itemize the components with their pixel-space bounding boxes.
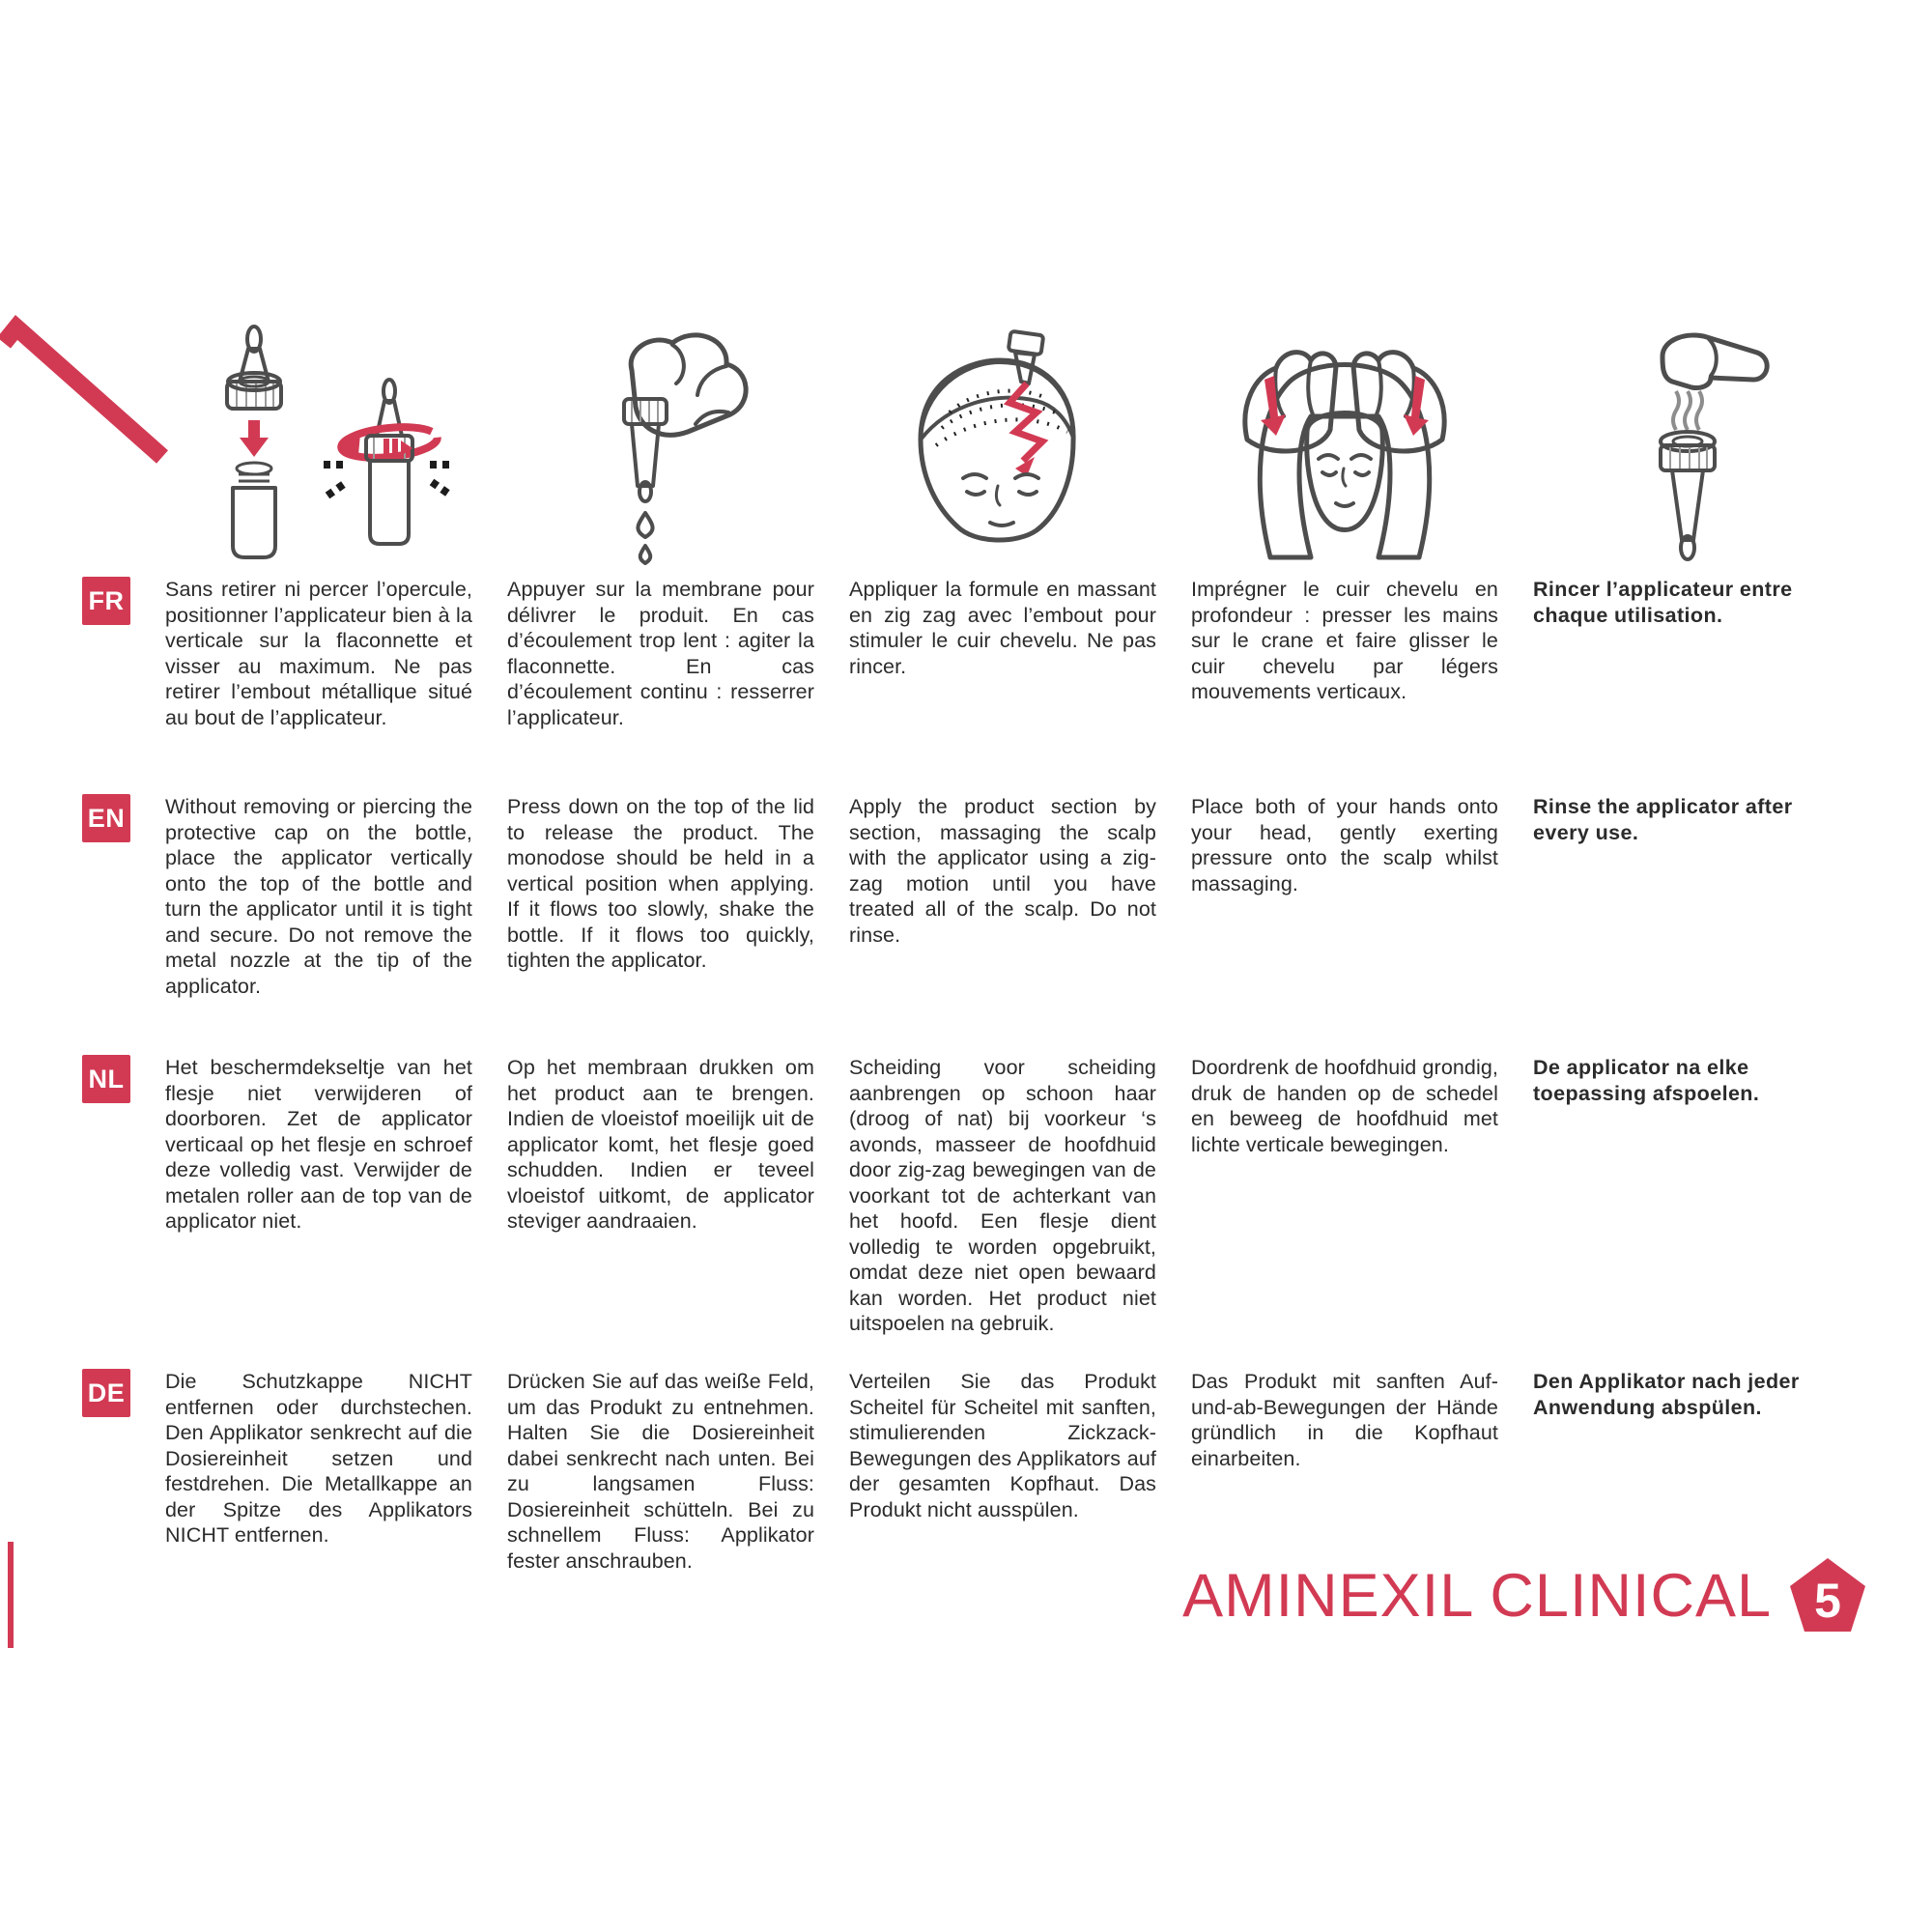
step-text: Appuyer sur la membrane pour délivrer le produit. En cas d’écoulement trop lent : agiter la flaconnette. En cas d’écoulement continu : resserrer l’applicateur. [507, 578, 814, 729]
illustration-step-5 [1533, 324, 1840, 570]
step-text: Drücken Sie auf das weiße Feld, um das Produkt zu entnehmen. Halten Sie die Dosiereinheit dabei senkrecht nach unten. Bei zu langsamen Fluss: Dosiereinheit schütteln. Bei zu schnellem Fluss: Applikator fester anschrauben. [507, 1370, 814, 1573]
language-badge-fr: FR [82, 577, 130, 625]
brand-logo [1182, 1557, 1866, 1634]
press-lid-dispense-drops-illustration [564, 324, 757, 570]
step-text: Sans retirer ni percer l’opercule, positionner l’applicateur bien à la verticale sur la flaconnette et visser au maximum. Ne pas retirer l’embout métallique situé au bout de l’applicateur. [165, 578, 472, 729]
step-text: Press down on the top of the lid to release the product. The monodose should be held in a vertical position when applying. If it flows too slowly, shake the bottle. If it flows too quickly, tighten the applicator. [507, 795, 814, 972]
step-text: Het beschermdekseltje van het flesje niet verwijderen of doorboren. Zet de applicator verticaal op het flesje en schroef deze volledig vast. Verwijder de metalen roller aan de top van de applicator niet. [165, 1056, 472, 1233]
step-text: Verteilen Sie das Produkt Scheitel für Scheitel mit sanften, stimulierenden Zickzack-Bewegungen des Applikators auf der gesamten Kopfhaut. Das Produkt nicht ausspülen. [849, 1370, 1156, 1521]
pentagon-number: 5 [1814, 1574, 1841, 1628]
language-badge-en: EN [82, 794, 130, 842]
language-badge-de: DE [82, 1369, 130, 1417]
step-text: Without removing or piercing the protective cap on the bottle, place the applicator vertically onto the top of the bottle and turn the applicator until it is tight and secure. Do not remove the metal nozzle at the tip of the applicator. [165, 795, 472, 998]
illustration-step-1 [165, 324, 472, 570]
illustration-step-3 [849, 324, 1156, 570]
language-row-en [0, 794, 1932, 999]
step-text: Op het membraan drukken om het product aan te brengen. Indien de vloeistof moeilijk uit de applicator komt, het flesje goed schudden. Indien er teveel vloeistof uitkomt, de applicator steviger aandraaien. [507, 1056, 814, 1233]
step-text: Imprégner le cuir chevelu en profondeur : presser les mains sur le crane et faire glisser le cuir chevelu par légers mouvements verticaux. [1191, 578, 1498, 703]
step-text: Apply the product section by section, massaging the scalp with the applicator using a zig-zag motion until you have treated all of the scalp. Do not rinse. [849, 795, 1156, 947]
illustrations-row [0, 307, 1932, 570]
step-text: Doordrenk de hoofdhuid grondig, druk de handen op de schedel en beweeg de hoofdhuid met lichte verticale bewegingen. [1191, 1056, 1498, 1156]
illustration-step-4 [1191, 324, 1498, 570]
hands-pressing-scalp-illustration [1214, 324, 1475, 570]
language-row-de [0, 1369, 1932, 1574]
rinse-applicator-illustration [1595, 324, 1778, 570]
brand-logo-text: AMINEXIL CLINICAL [1182, 1562, 1772, 1630]
screw-applicator-onto-bottle-illustration [169, 324, 469, 570]
step-text: Place both of your hands onto your head, gently exerting pressure onto the scalp whilst massaging. [1191, 795, 1498, 895]
language-row-nl [0, 1055, 1932, 1337]
language-badge-nl: NL [82, 1055, 130, 1103]
language-row-fr [0, 577, 1932, 730]
zigzag-scalp-application-illustration [882, 324, 1123, 570]
step-text: Den Applikator nach jeder Anwendung abspülen. [1533, 1370, 1800, 1419]
step-text: Die Schutzkappe NICHT entfernen oder durchstechen. Den Applikator senkrecht auf die Dosiereinheit setzen und festdrehen. Die Metallkappe an der Spitze des Applikators NICHT entfernen. [165, 1370, 472, 1547]
step-text: Das Produkt mit sanften Auf-und-ab-Bewegungen der Hände gründlich in die Kopfhaut einarbeiten. [1191, 1370, 1498, 1470]
corner-tick-mark [8, 1542, 14, 1648]
illustration-step-2 [507, 324, 814, 570]
step-text: Rinse the applicator after every use. [1533, 795, 1793, 844]
step-text: De applicator na elke toepassing afspoelen. [1533, 1056, 1760, 1105]
step-text: Scheiding voor scheiding aanbrengen op schoon haar (droog of nat) bij voorkeur ‘s avonds, masseer de hoofdhuid door zig-zag bewegingen van de voorkant tot de achterkant van het hoofd. Een flesje dient volledig te worden opgebruikt, omdat deze niet open bewaard kan worden. Het product niet uitspoelen na gebruik. [849, 1056, 1156, 1335]
step-text: Appliquer la formule en massant en zig zag avec l’embout pour stimuler le cuir chevelu. Ne pas rincer. [849, 578, 1156, 678]
step-text: Rincer l’applicateur entre chaque utilisation. [1533, 578, 1793, 627]
pentagon-5-icon [1789, 1557, 1866, 1634]
